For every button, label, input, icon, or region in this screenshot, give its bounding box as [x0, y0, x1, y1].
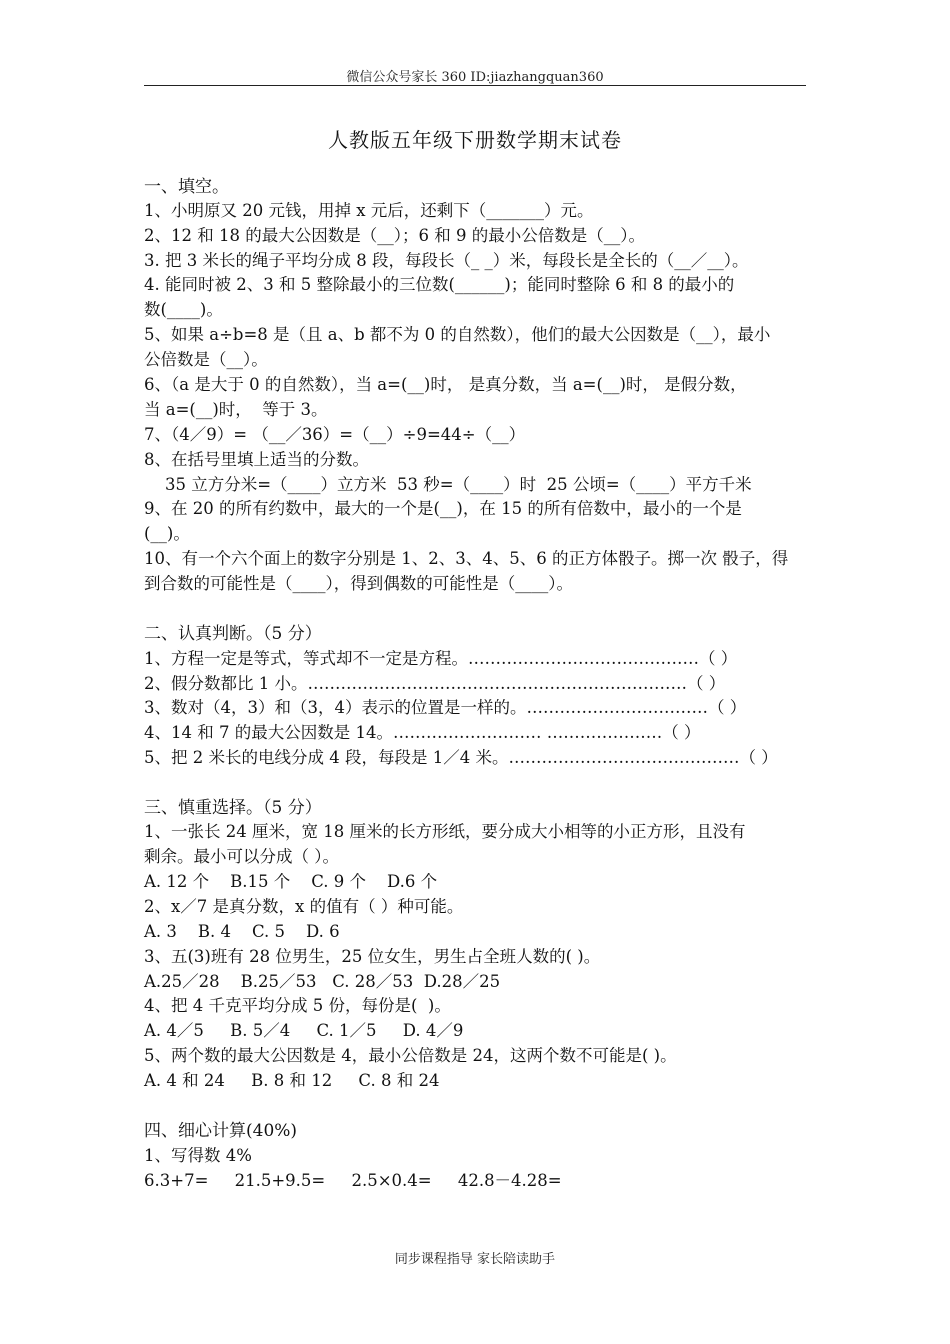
section-2-line: 5、把 2 米长的电线分成 4 段，每段是 1／4 米。……………………………………（ ） [144, 748, 778, 767]
section-3-line: 1、一张长 24 厘米，宽 18 厘米的长方形纸，要分成大小相等的小正方形，且没有 [144, 822, 746, 841]
section-1-line: 8、在括号里填上适当的分数。 [144, 450, 369, 469]
section-1-line: 1、小明原又 20 元钱，用掉 x 元后，还剩下（_______）元。 [144, 201, 594, 220]
section-3-line: 2、x／7 是真分数，x 的值有（ ）种可能。 [144, 897, 464, 916]
section-2-line: 4、14 和 7 的最大公因数是 14。……………………… …………………（ ） [144, 723, 701, 742]
section-1-line: 35 立方分米=（____）立方米 53 秒=（____）时 25 公顷=（____）平方千米 [144, 475, 752, 494]
section-3-line: A.25／28 B.25／53 C. 28／53 D.28／25 [144, 972, 501, 991]
section-1-line: 到合数的可能性是（____），得到偶数的可能性是（____）。 [144, 574, 573, 593]
section-2-line: 2、假分数都比 1 小。……………………………………………………………（ ） [144, 674, 726, 693]
section-2-line: 1、方程一定是等式，等式却不一定是方程。……………………………………（ ） [144, 649, 738, 668]
section-1-line: 3. 把 3 米长的绳子平均分成 8 段，每段长（_ _）米，每段长是全长的（__／__）。 [144, 251, 749, 270]
section-1-line: 7、（4／9）= （__／36）=（__）÷9=44÷（__） [144, 425, 526, 444]
section-1-line: 10、有一个六个面上的数字分别是 1、2、3、4、5、6 的正方体骰子。掷一次 骰子，得 [144, 549, 789, 568]
section-2-heading: 二、认真判断。（5 分） [144, 624, 322, 644]
section-1-heading: 一、填空。 [144, 177, 229, 197]
section-1-line: 2、12 和 18 的最大公因数是（__）；6 和 9 的最小公倍数是（__）。 [144, 226, 645, 245]
page-header-text: 微信公众号家长 360 ID:jiazhangquan360 [346, 70, 604, 85]
section-1-line: 9、在 20 的所有约数中，最大的一个是(__)，在 15 的所有倍数中，最小的一个是 [144, 499, 742, 518]
section-1-line: (__)。 [144, 524, 190, 543]
section-3-heading: 三、慎重选择。（5 分） [144, 798, 322, 818]
section-4-heading: 四、细心计算(40%) [144, 1121, 298, 1141]
section-3-line: 剩余。最小可以分成（ ）。 [144, 847, 339, 866]
section-3-line: A. 4／5 B. 5／4 C. 1／5 D. 4／9 [144, 1021, 464, 1040]
header-rule [144, 85, 806, 86]
section-3-line: A. 12 个 B.15 个 C. 9 个 D.6 个 [144, 872, 438, 891]
section-3-line: 4、把 4 千克平均分成 5 份，每份是( )。 [144, 996, 451, 1015]
document-title: 人教版五年级下册数学期末试卷 [328, 128, 622, 152]
section-4-line: 1、写得数 4% [144, 1146, 252, 1165]
section-3-line: 3、五(3)班有 28 位男生，25 位女生，男生占全班人数的( )。 [144, 947, 601, 966]
section-1-line: 4. 能同时被 2、3 和 5 整除最小的三位数(______)；能同时整除 6 和 8 的最小的 [144, 275, 735, 294]
section-1-line: 公倍数是（__）。 [144, 350, 268, 369]
section-3-line: A. 4 和 24 B. 8 和 12 C. 8 和 24 [144, 1071, 440, 1090]
section-1-line: 数(____)。 [144, 300, 223, 319]
section-3-line: 5、两个数的最大公因数是 4，最小公倍数是 24，这两个数不可能是( )。 [144, 1046, 677, 1065]
section-4-line: 6.3+7= 21.5+9.5= 2.5×0.4= 42.8－4.28= [144, 1171, 562, 1190]
section-1-line: 5、如果 a÷b=8 是（且 a、b 都不为 0 的自然数），他们的最大公因数是（__），最小 [144, 325, 771, 344]
section-1-line: 6、（a 是大于 0 的自然数），当 a=(__)时， 是真分数，当 a=(__)时， 是假分数， [144, 375, 747, 394]
section-3-line: A. 3 B. 4 C. 5 D. 6 [144, 922, 340, 941]
section-2-line: 3、数对（4，3）和（3，4）表示的位置是一样的。……………………………（ ） [144, 698, 747, 717]
page-footer-text: 同步课程指导 家长陪读助手 [394, 1252, 556, 1267]
section-1-line: 当 a=(__)时， 等于 3。 [144, 400, 328, 419]
